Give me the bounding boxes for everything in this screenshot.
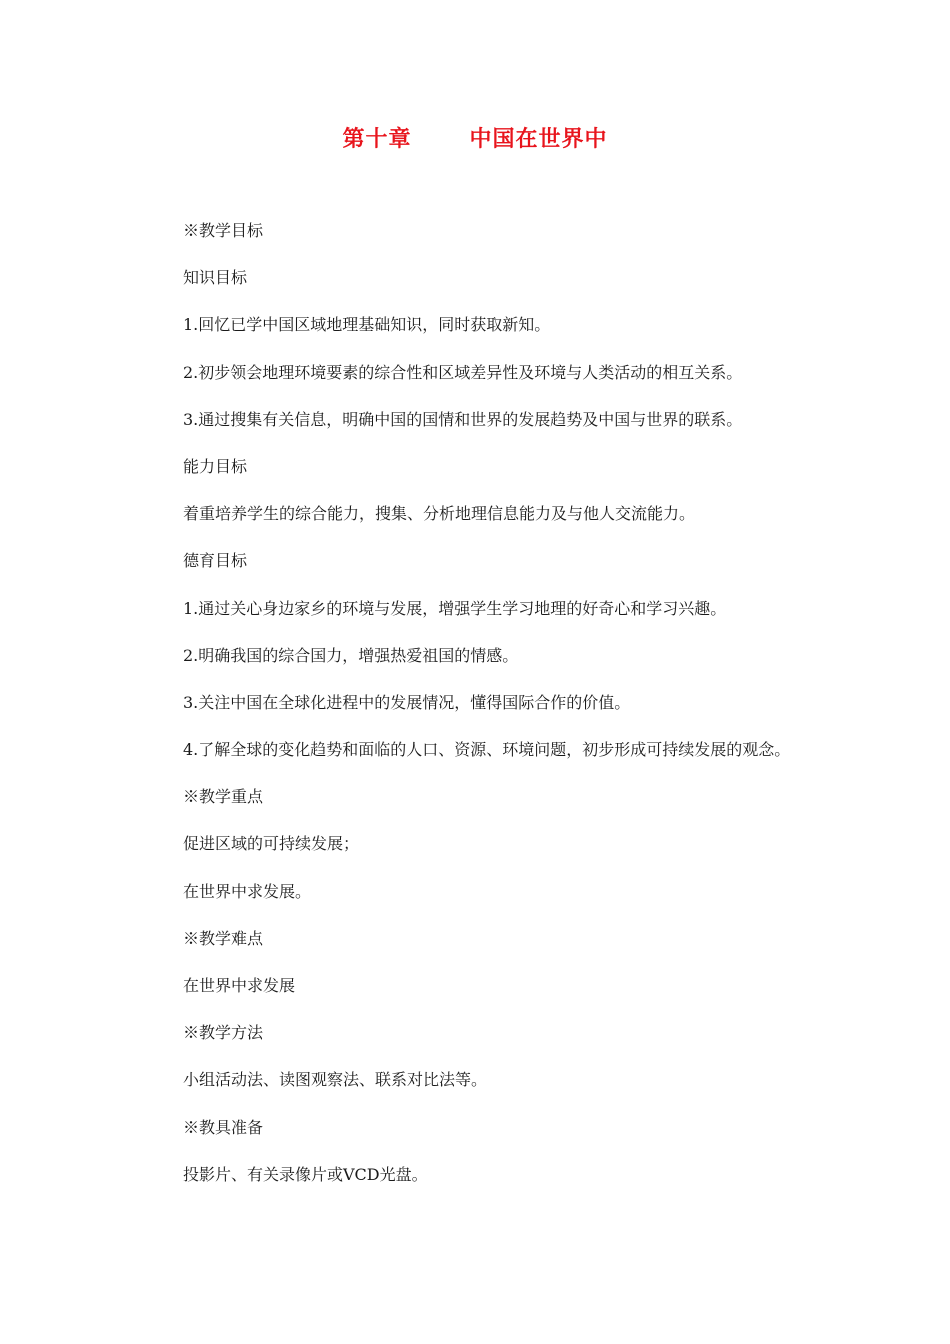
moral-goal-2: 2.明确我国的综合国力，增强热爱祖国的情感。 <box>183 645 519 665</box>
subheading-ability-goals: 能力目标 <box>183 456 248 476</box>
chapter-name: 中国在世界中 <box>469 127 608 152</box>
section-heading-methods: ※教学方法 <box>183 1023 264 1043</box>
knowledge-goal-1: 1.回忆已学中国区域地理基础知识，同时获取新知。 <box>183 315 551 335</box>
subheading-knowledge-goals: 知识目标 <box>183 268 248 288</box>
teaching-aids-text: 投影片、有关录像片或VCD光盘。 <box>183 1164 428 1184</box>
section-heading-teaching-goals: ※教学目标 <box>183 221 264 240</box>
chapter-title <box>0 122 950 153</box>
key-point-2: 在世界中求发展。 <box>183 881 312 901</box>
ability-goal: 着重培养学生的综合能力，搜集、分析地理信息能力及与他人交流能力。 <box>183 504 696 524</box>
chapter-number: 第十章 <box>342 127 412 152</box>
moral-goal-1: 1.通过关心身边家乡的环境与发展，增强学生学习地理的好奇心和学习兴趣。 <box>183 598 727 618</box>
knowledge-goal-2: 2.初步领会地理环境要素的综合性和区域差异性及环境与人类活动的相互关系。 <box>183 362 743 382</box>
lesson-plan-body <box>183 218 883 1209</box>
methods-text: 小组活动法、读图观察法、联系对比法等。 <box>183 1070 488 1090</box>
subheading-moral-goals: 德育目标 <box>183 551 248 571</box>
section-heading-teaching-aids: ※教具准备 <box>183 1117 264 1137</box>
knowledge-goal-3: 3.通过搜集有关信息，明确中国的国情和世界的发展趋势及中国与世界的联系。 <box>183 409 743 429</box>
key-point-1: 促进区域的可持续发展； <box>183 834 360 854</box>
moral-goal-3: 3.关注中国在全球化进程中的发展情况，懂得国际合作的价值。 <box>183 692 631 712</box>
section-heading-key-points: ※教学重点 <box>183 787 264 807</box>
section-heading-difficulties: ※教学难点 <box>183 928 264 948</box>
difficulty-1: 在世界中求发展 <box>183 976 296 995</box>
moral-goal-4: 4.了解全球的变化趋势和面临的人口、资源、环境问题，初步形成可持续发展的观念。 <box>183 740 791 760</box>
